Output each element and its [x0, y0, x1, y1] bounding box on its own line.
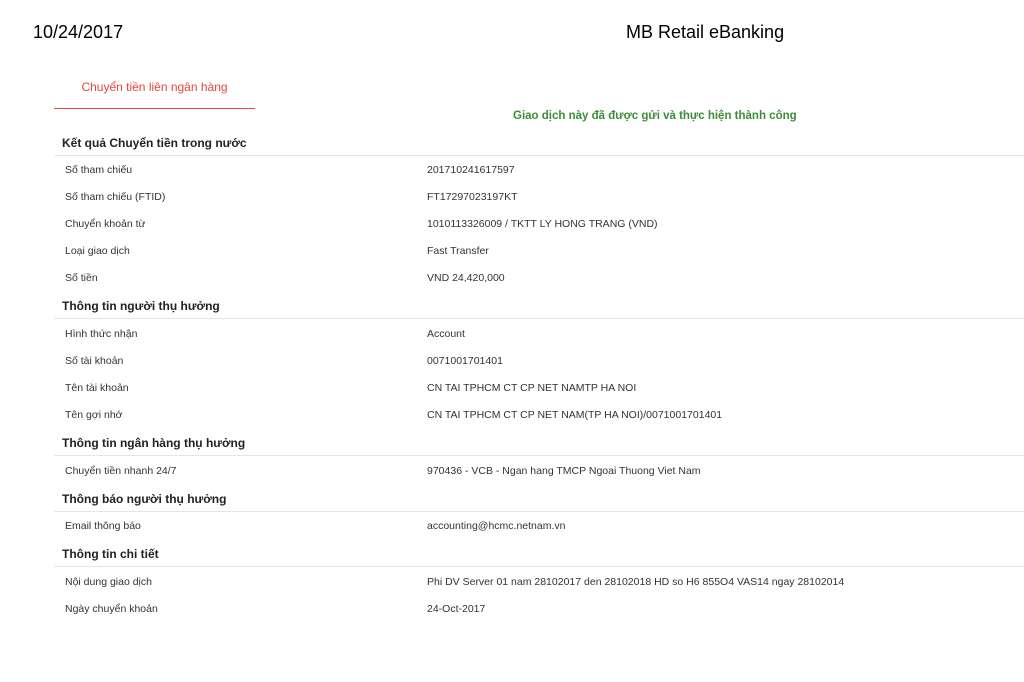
- row-label: Email thông báo: [65, 520, 141, 532]
- row-value: accounting@hcmc.netnam.vn: [427, 520, 566, 532]
- detail-row: [0, 465, 1024, 481]
- section-divider: [54, 511, 1024, 512]
- detail-row: [0, 218, 1024, 234]
- detail-row: [0, 409, 1024, 425]
- row-label: Chuyển tiền nhanh 24/7: [65, 465, 177, 477]
- row-label: Tên tài khoản: [65, 382, 129, 394]
- detail-row: [0, 355, 1024, 371]
- row-value: 24-Oct-2017: [427, 603, 486, 615]
- row-label: Chuyển khoản từ: [65, 218, 146, 230]
- row-value: FT17297023197KT: [427, 191, 518, 203]
- tab-interbank-transfer[interactable]: Chuyển tiền liên ngân hàng: [54, 80, 255, 109]
- row-label: Số tiền: [65, 272, 98, 284]
- row-label: Hình thức nhận: [65, 328, 138, 340]
- row-value: 970436 - VCB - Ngan hang TMCP Ngoai Thuong Viet Nam: [427, 465, 701, 477]
- row-label: Số tham chiếu: [65, 164, 133, 176]
- section-title-bank: Thông tin ngân hàng thụ hưởng: [62, 436, 246, 450]
- detail-row: [0, 520, 1024, 536]
- row-label: Nội dung giao dịch: [65, 576, 152, 588]
- section-title-notify: Thông báo người thụ hưởng: [62, 492, 227, 506]
- section-divider: [54, 318, 1024, 319]
- section-divider: [54, 155, 1024, 156]
- section-divider: [54, 566, 1024, 567]
- header-date: 10/24/2017: [33, 22, 124, 42]
- row-value: 1010113326009 / TKTT LY HONG TRANG (VND): [427, 218, 658, 230]
- row-value: 201710241617597: [427, 164, 515, 176]
- row-value: Fast Transfer: [427, 245, 489, 257]
- section-title-detail: Thông tin chi tiết: [62, 547, 159, 561]
- row-label: Số tham chiếu (FTID): [65, 191, 166, 203]
- detail-row: [0, 191, 1024, 207]
- detail-row: [0, 382, 1024, 398]
- row-value: Phi DV Server 01 nam 28102017 den 28102018 HD so H6 855O4 VAS14 ngay 28102014: [427, 576, 845, 588]
- row-label: Số tài khoản: [65, 355, 124, 367]
- detail-row: [0, 245, 1024, 261]
- row-label: Loại giao dịch: [65, 245, 130, 257]
- section-title-result: Kết quả Chuyển tiền trong nước: [62, 136, 247, 150]
- success-message: Giao dịch này đã được gửi và thực hiện thành công: [513, 110, 797, 122]
- row-value: VND 24,420,000: [427, 272, 505, 284]
- row-value: 0071001701401: [427, 355, 503, 367]
- section-divider: [54, 455, 1024, 456]
- detail-row: [0, 603, 1024, 619]
- detail-row: [0, 576, 1024, 592]
- detail-row: [0, 272, 1024, 288]
- app-title: MB Retail eBanking: [626, 22, 785, 42]
- row-label: Tên gợi nhớ: [65, 409, 123, 421]
- row-label: Ngày chuyển khoản: [65, 603, 158, 615]
- row-value: Account: [427, 328, 465, 340]
- detail-row: [0, 164, 1024, 180]
- section-title-beneficiary: Thông tin người thụ hưởng: [62, 299, 220, 313]
- detail-row: [0, 328, 1024, 344]
- row-value: CN TAI TPHCM CT CP NET NAMTP HA NOI: [427, 382, 637, 394]
- row-value: CN TAI TPHCM CT CP NET NAM(TP HA NOI)/0071001701401: [427, 409, 723, 421]
